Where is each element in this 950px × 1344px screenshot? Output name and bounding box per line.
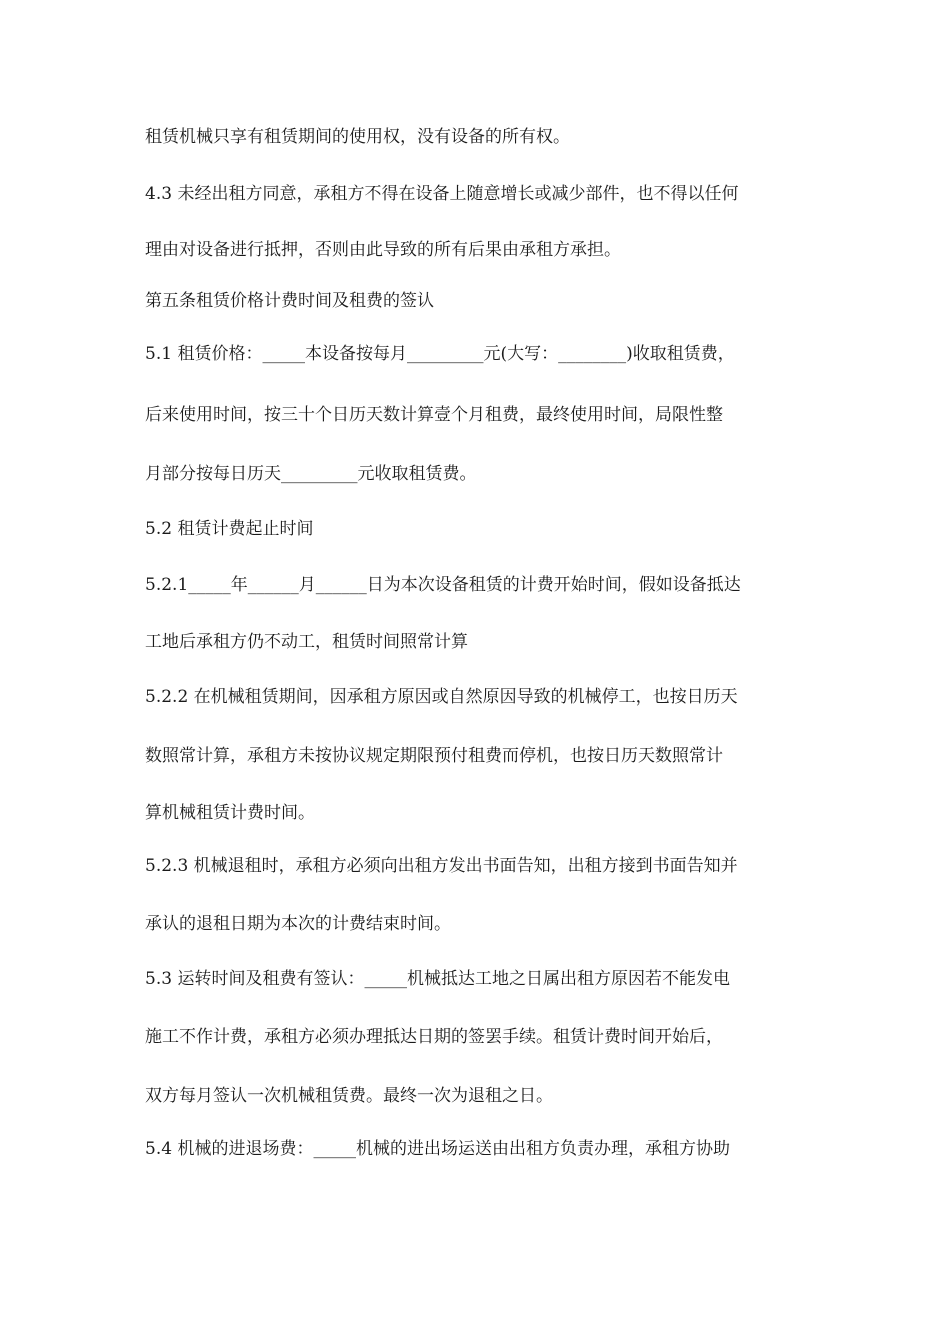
text-line: 理由对设备进行抵押，否则由此导致的所有后果由承租方承担。 (145, 240, 621, 260)
text-line: 租赁机械只享有租赁期间的使用权，没有设备的所有权。 (145, 127, 570, 147)
text-line: 5.3 运转时间及租费有签认：_____机械抵达工地之日属出租方原因若不能发电 (145, 969, 730, 989)
text-line: 月部分按每日历天_________元收取租赁费。 (145, 464, 477, 484)
text-line: 5.2.3 机械退租时，承租方必须向出租方发出书面告知，出租方接到书面告知并 (145, 856, 738, 876)
text-line: 数照常计算，承租方未按协议规定期限预付租费而停机，也按日历天数照常计 (145, 746, 723, 766)
text-line: 施工不作计费，承租方必须办理抵达日期的签罢手续。租赁计费时间开始后， (145, 1027, 723, 1047)
text-line: 5.1 租赁价格：_____本设备按每月_________元(大写：________)收取租赁费， (145, 344, 735, 364)
text-line: 承认的退租日期为本次的计费结束时间。 (145, 914, 451, 934)
text-line: 算机械租赁计费时间。 (145, 803, 315, 823)
text-line: 5.2.2 在机械租赁期间，因承租方原因或自然原因导致的机械停工，也按日历天 (145, 687, 738, 707)
text-line: 5.2 租赁计费起止时间 (145, 519, 314, 539)
text-line: 双方每月签认一次机械租赁费。最终一次为退租之日。 (145, 1086, 553, 1106)
section-heading: 第五条租赁价格计费时间及租费的签认 (145, 291, 434, 311)
text-line: 4.3 未经出租方同意，承租方不得在设备上随意增长或减少部件，也不得以任何 (145, 184, 739, 204)
text-line: 5.2.1_____年______月______日为本次设备租赁的计费开始时间，假如设备抵达 (145, 575, 741, 595)
text-line: 后来使用时间，按三十个日历天数计算壹个月租费，最终使用时间，局限性整 (145, 405, 723, 425)
text-line: 工地后承租方仍不动工，租赁时间照常计算 (145, 632, 468, 652)
text-line: 5.4 机械的进退场费：_____机械的进出场运送由出租方负责办理，承租方协助 (145, 1139, 730, 1159)
